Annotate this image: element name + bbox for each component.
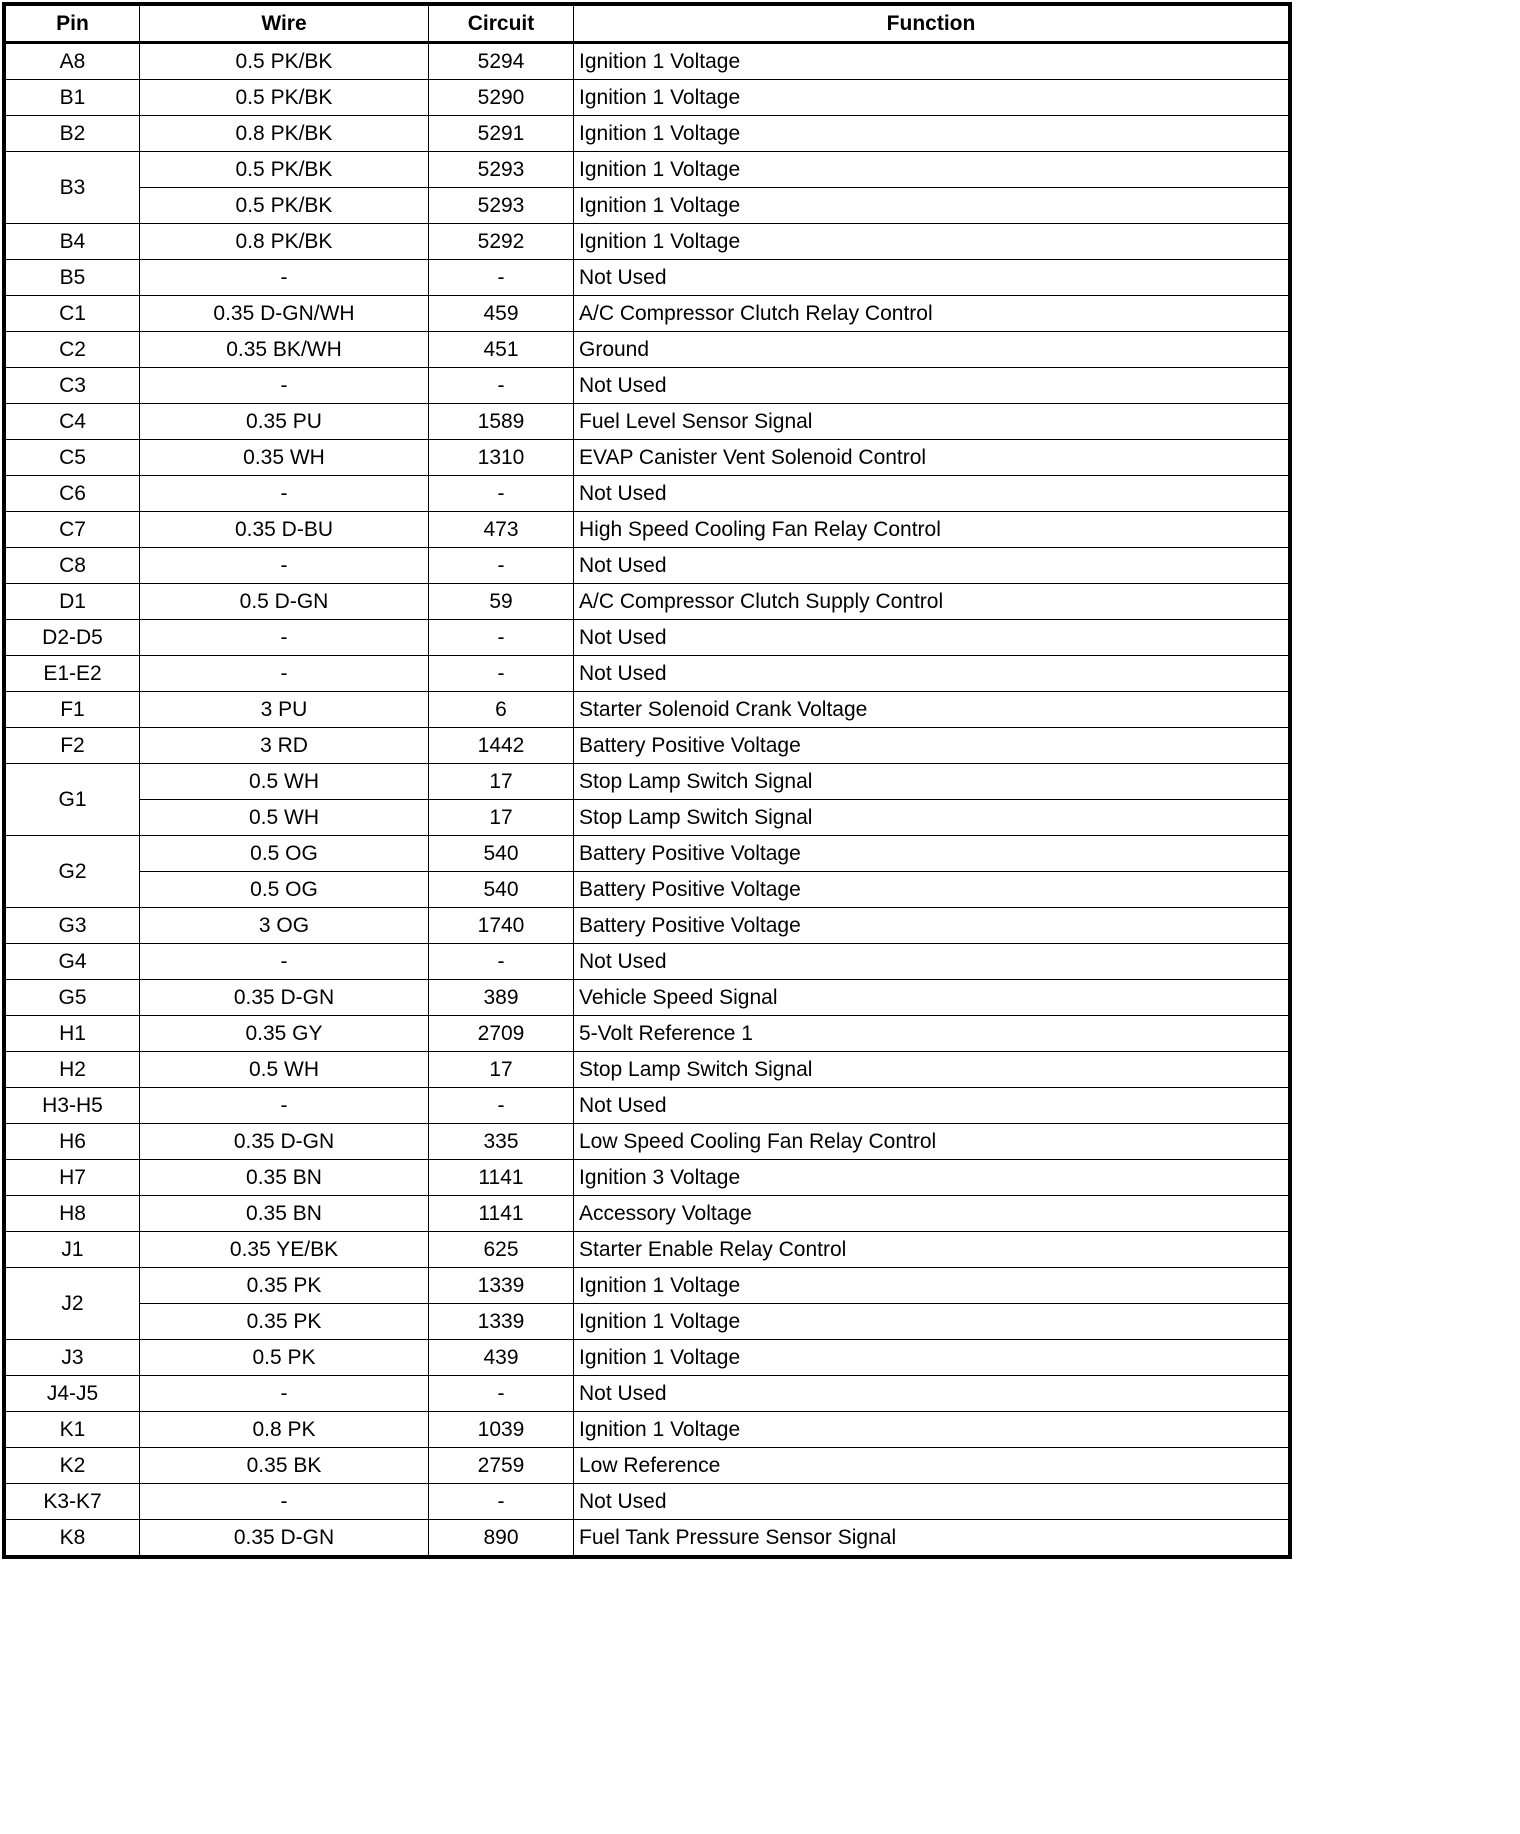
function-cell: Ignition 1 Voltage bbox=[574, 80, 1289, 116]
pin-cell: H8 bbox=[6, 1196, 140, 1232]
function-cell: Battery Positive Voltage bbox=[574, 836, 1289, 872]
pin-cell: C6 bbox=[6, 476, 140, 512]
circuit-cell: 1310 bbox=[429, 440, 574, 476]
circuit-cell: 890 bbox=[429, 1520, 574, 1556]
wire-cell: 0.5 WH bbox=[140, 800, 429, 836]
wire-cell: 0.35 BN bbox=[140, 1196, 429, 1232]
table-row bbox=[6, 944, 1289, 980]
pin-cell: F1 bbox=[6, 692, 140, 728]
table-row bbox=[6, 872, 1289, 908]
pin-cell: G4 bbox=[6, 944, 140, 980]
table-row bbox=[6, 368, 1289, 404]
wire-cell: 0.35 PU bbox=[140, 404, 429, 440]
table-row bbox=[6, 296, 1289, 332]
table-header bbox=[6, 6, 1289, 43]
function-cell: Not Used bbox=[574, 620, 1289, 656]
pin-cell: J1 bbox=[6, 1232, 140, 1268]
circuit-cell: 5293 bbox=[429, 152, 574, 188]
circuit-cell: - bbox=[429, 620, 574, 656]
circuit-cell: 459 bbox=[429, 296, 574, 332]
function-cell: Stop Lamp Switch Signal bbox=[574, 800, 1289, 836]
circuit-cell: - bbox=[429, 368, 574, 404]
function-cell: Ignition 1 Voltage bbox=[574, 188, 1289, 224]
wire-cell: 0.8 PK bbox=[140, 1412, 429, 1448]
wire-cell: - bbox=[140, 620, 429, 656]
wire-cell: 0.5 OG bbox=[140, 872, 429, 908]
pin-cell: G2 bbox=[6, 836, 140, 908]
table-row bbox=[6, 1124, 1289, 1160]
circuit-cell: 5294 bbox=[429, 43, 574, 80]
wire-cell: 0.35 PK bbox=[140, 1268, 429, 1304]
pin-cell: A8 bbox=[6, 43, 140, 80]
pin-cell: C3 bbox=[6, 368, 140, 404]
wire-cell: 0.8 PK/BK bbox=[140, 116, 429, 152]
function-cell: Ignition 1 Voltage bbox=[574, 152, 1289, 188]
pin-cell: B4 bbox=[6, 224, 140, 260]
table-row bbox=[6, 980, 1289, 1016]
circuit-cell: 389 bbox=[429, 980, 574, 1016]
wire-cell: 0.5 PK bbox=[140, 1340, 429, 1376]
wire-cell: - bbox=[140, 1088, 429, 1124]
function-cell: Ignition 1 Voltage bbox=[574, 43, 1289, 80]
table-row bbox=[6, 440, 1289, 476]
table-row bbox=[6, 1160, 1289, 1196]
pin-cell: B2 bbox=[6, 116, 140, 152]
wire-cell: - bbox=[140, 548, 429, 584]
pin-cell: H7 bbox=[6, 1160, 140, 1196]
circuit-cell: 1141 bbox=[429, 1196, 574, 1232]
function-cell: Not Used bbox=[574, 368, 1289, 404]
pin-cell: C8 bbox=[6, 548, 140, 584]
wire-cell: 3 OG bbox=[140, 908, 429, 944]
pin-cell: C1 bbox=[6, 296, 140, 332]
function-cell: Ignition 1 Voltage bbox=[574, 1268, 1289, 1304]
function-cell: Not Used bbox=[574, 260, 1289, 296]
function-cell: Not Used bbox=[574, 548, 1289, 584]
function-cell: Battery Positive Voltage bbox=[574, 728, 1289, 764]
pin-cell: K2 bbox=[6, 1448, 140, 1484]
wire-cell: 0.5 WH bbox=[140, 764, 429, 800]
wire-cell: 0.5 PK/BK bbox=[140, 188, 429, 224]
wire-cell: 0.35 D-BU bbox=[140, 512, 429, 548]
table-row bbox=[6, 476, 1289, 512]
table-row bbox=[6, 80, 1289, 116]
pin-cell: G1 bbox=[6, 764, 140, 836]
wire-cell: 0.5 WH bbox=[140, 1052, 429, 1088]
table-row bbox=[6, 188, 1289, 224]
table-row bbox=[6, 656, 1289, 692]
pin-cell: J4-J5 bbox=[6, 1376, 140, 1412]
table-row bbox=[6, 1088, 1289, 1124]
table-row bbox=[6, 620, 1289, 656]
wire-cell: 0.5 D-GN bbox=[140, 584, 429, 620]
wire-cell: 3 PU bbox=[140, 692, 429, 728]
function-cell: Not Used bbox=[574, 476, 1289, 512]
function-cell: Starter Enable Relay Control bbox=[574, 1232, 1289, 1268]
pin-cell: C7 bbox=[6, 512, 140, 548]
wire-cell: - bbox=[140, 944, 429, 980]
function-cell: A/C Compressor Clutch Supply Control bbox=[574, 584, 1289, 620]
table-row bbox=[6, 800, 1289, 836]
header-row bbox=[6, 6, 1289, 43]
function-cell: Stop Lamp Switch Signal bbox=[574, 1052, 1289, 1088]
table-row bbox=[6, 1448, 1289, 1484]
function-cell: Ignition 1 Voltage bbox=[574, 1412, 1289, 1448]
pin-cell: C5 bbox=[6, 440, 140, 476]
wire-cell: - bbox=[140, 1376, 429, 1412]
table-row bbox=[6, 43, 1289, 80]
function-column-header: Function bbox=[574, 6, 1289, 43]
table-row bbox=[6, 836, 1289, 872]
pin-cell: G5 bbox=[6, 980, 140, 1016]
circuit-cell: - bbox=[429, 548, 574, 584]
wire-cell: 0.5 PK/BK bbox=[140, 152, 429, 188]
pin-cell: K1 bbox=[6, 1412, 140, 1448]
table-row bbox=[6, 728, 1289, 764]
table-row bbox=[6, 1484, 1289, 1520]
wire-cell: - bbox=[140, 368, 429, 404]
function-cell: Ignition 1 Voltage bbox=[574, 1304, 1289, 1340]
pin-cell: F2 bbox=[6, 728, 140, 764]
circuit-cell: 5290 bbox=[429, 80, 574, 116]
wire-cell: 0.35 D-GN/WH bbox=[140, 296, 429, 332]
pin-cell: H3-H5 bbox=[6, 1088, 140, 1124]
function-cell: Low Speed Cooling Fan Relay Control bbox=[574, 1124, 1289, 1160]
function-cell: Not Used bbox=[574, 1484, 1289, 1520]
circuit-cell: - bbox=[429, 656, 574, 692]
function-cell: Not Used bbox=[574, 656, 1289, 692]
table-row bbox=[6, 332, 1289, 368]
pin-cell: B5 bbox=[6, 260, 140, 296]
circuit-cell: 5291 bbox=[429, 116, 574, 152]
pin-cell: D1 bbox=[6, 584, 140, 620]
wire-cell: - bbox=[140, 656, 429, 692]
pin-cell: D2-D5 bbox=[6, 620, 140, 656]
table-row bbox=[6, 548, 1289, 584]
function-cell: Not Used bbox=[574, 1376, 1289, 1412]
circuit-cell: 1740 bbox=[429, 908, 574, 944]
table-row bbox=[6, 152, 1289, 188]
table-row bbox=[6, 692, 1289, 728]
pin-cell: B3 bbox=[6, 152, 140, 224]
pin-cell: C4 bbox=[6, 404, 140, 440]
wire-cell: 0.35 PK bbox=[140, 1304, 429, 1340]
function-cell: Ignition 1 Voltage bbox=[574, 116, 1289, 152]
wire-cell: - bbox=[140, 1484, 429, 1520]
wire-cell: 0.8 PK/BK bbox=[140, 224, 429, 260]
function-cell: Battery Positive Voltage bbox=[574, 872, 1289, 908]
pin-cell: E1-E2 bbox=[6, 656, 140, 692]
circuit-cell: - bbox=[429, 260, 574, 296]
circuit-cell: 1339 bbox=[429, 1268, 574, 1304]
circuit-cell: 17 bbox=[429, 800, 574, 836]
function-cell: Fuel Tank Pressure Sensor Signal bbox=[574, 1520, 1289, 1556]
circuit-cell: - bbox=[429, 1484, 574, 1520]
function-cell: Ignition 3 Voltage bbox=[574, 1160, 1289, 1196]
table-row bbox=[6, 1268, 1289, 1304]
circuit-cell: 1589 bbox=[429, 404, 574, 440]
wire-column-header: Wire bbox=[140, 6, 429, 43]
table-row bbox=[6, 1412, 1289, 1448]
wire-cell: - bbox=[140, 476, 429, 512]
table-row bbox=[6, 512, 1289, 548]
function-cell: Accessory Voltage bbox=[574, 1196, 1289, 1232]
table-row bbox=[6, 1052, 1289, 1088]
pin-cell: B1 bbox=[6, 80, 140, 116]
wire-cell: 0.5 OG bbox=[140, 836, 429, 872]
circuit-cell: 1442 bbox=[429, 728, 574, 764]
wire-cell: 0.35 D-GN bbox=[140, 1124, 429, 1160]
circuit-cell: 59 bbox=[429, 584, 574, 620]
wire-cell: 0.35 D-GN bbox=[140, 1520, 429, 1556]
wire-cell: 0.35 D-GN bbox=[140, 980, 429, 1016]
function-cell: A/C Compressor Clutch Relay Control bbox=[574, 296, 1289, 332]
table-row bbox=[6, 1304, 1289, 1340]
circuit-cell: 5292 bbox=[429, 224, 574, 260]
table-row bbox=[6, 1520, 1289, 1556]
pin-cell: H2 bbox=[6, 1052, 140, 1088]
pin-cell: J2 bbox=[6, 1268, 140, 1340]
table-body bbox=[6, 43, 1289, 1556]
function-cell: Not Used bbox=[574, 944, 1289, 980]
table-row bbox=[6, 1196, 1289, 1232]
pin-cell: K8 bbox=[6, 1520, 140, 1556]
circuit-cell: 473 bbox=[429, 512, 574, 548]
wire-cell: 0.35 WH bbox=[140, 440, 429, 476]
pin-cell: G3 bbox=[6, 908, 140, 944]
pin-cell: H6 bbox=[6, 1124, 140, 1160]
function-cell: 5-Volt Reference 1 bbox=[574, 1016, 1289, 1052]
circuit-cell: 439 bbox=[429, 1340, 574, 1376]
function-cell: Fuel Level Sensor Signal bbox=[574, 404, 1289, 440]
table-row bbox=[6, 1340, 1289, 1376]
circuit-cell: 5293 bbox=[429, 188, 574, 224]
table-row bbox=[6, 1232, 1289, 1268]
pin-cell: J3 bbox=[6, 1340, 140, 1376]
circuit-cell: 2759 bbox=[429, 1448, 574, 1484]
circuit-cell: 1039 bbox=[429, 1412, 574, 1448]
circuit-cell: - bbox=[429, 476, 574, 512]
wire-cell: 0.5 PK/BK bbox=[140, 43, 429, 80]
function-cell: Ignition 1 Voltage bbox=[574, 224, 1289, 260]
function-cell: EVAP Canister Vent Solenoid Control bbox=[574, 440, 1289, 476]
wire-cell: 3 RD bbox=[140, 728, 429, 764]
circuit-cell: 335 bbox=[429, 1124, 574, 1160]
connector-pinout-table bbox=[5, 5, 1289, 1556]
circuit-cell: 17 bbox=[429, 764, 574, 800]
circuit-cell: 625 bbox=[429, 1232, 574, 1268]
function-cell: Battery Positive Voltage bbox=[574, 908, 1289, 944]
wire-cell: 0.35 BN bbox=[140, 1160, 429, 1196]
circuit-cell: 2709 bbox=[429, 1016, 574, 1052]
circuit-cell: 451 bbox=[429, 332, 574, 368]
pin-cell: K3-K7 bbox=[6, 1484, 140, 1520]
pin-cell: C2 bbox=[6, 332, 140, 368]
pin-cell: H1 bbox=[6, 1016, 140, 1052]
table-row bbox=[6, 764, 1289, 800]
function-cell: Vehicle Speed Signal bbox=[574, 980, 1289, 1016]
wire-cell: - bbox=[140, 260, 429, 296]
function-cell: Starter Solenoid Crank Voltage bbox=[574, 692, 1289, 728]
function-cell: Not Used bbox=[574, 1088, 1289, 1124]
table-row bbox=[6, 116, 1289, 152]
table-row bbox=[6, 1376, 1289, 1412]
table-row bbox=[6, 260, 1289, 296]
table-row bbox=[6, 224, 1289, 260]
function-cell: High Speed Cooling Fan Relay Control bbox=[574, 512, 1289, 548]
wire-cell: 0.5 PK/BK bbox=[140, 80, 429, 116]
wire-cell: 0.35 GY bbox=[140, 1016, 429, 1052]
table-row bbox=[6, 404, 1289, 440]
circuit-cell: - bbox=[429, 1376, 574, 1412]
pin-column-header: Pin bbox=[6, 6, 140, 43]
table-row bbox=[6, 584, 1289, 620]
circuit-column-header: Circuit bbox=[429, 6, 574, 43]
table-row bbox=[6, 908, 1289, 944]
wire-cell: 0.35 BK/WH bbox=[140, 332, 429, 368]
circuit-cell: 540 bbox=[429, 872, 574, 908]
circuit-cell: - bbox=[429, 944, 574, 980]
circuit-cell: 1339 bbox=[429, 1304, 574, 1340]
function-cell: Low Reference bbox=[574, 1448, 1289, 1484]
circuit-cell: 540 bbox=[429, 836, 574, 872]
function-cell: Ignition 1 Voltage bbox=[574, 1340, 1289, 1376]
function-cell: Stop Lamp Switch Signal bbox=[574, 764, 1289, 800]
circuit-cell: - bbox=[429, 1088, 574, 1124]
wire-cell: 0.35 BK bbox=[140, 1448, 429, 1484]
function-cell: Ground bbox=[574, 332, 1289, 368]
circuit-cell: 6 bbox=[429, 692, 574, 728]
table-row bbox=[6, 1016, 1289, 1052]
circuit-cell: 17 bbox=[429, 1052, 574, 1088]
circuit-cell: 1141 bbox=[429, 1160, 574, 1196]
wire-cell: 0.35 YE/BK bbox=[140, 1232, 429, 1268]
